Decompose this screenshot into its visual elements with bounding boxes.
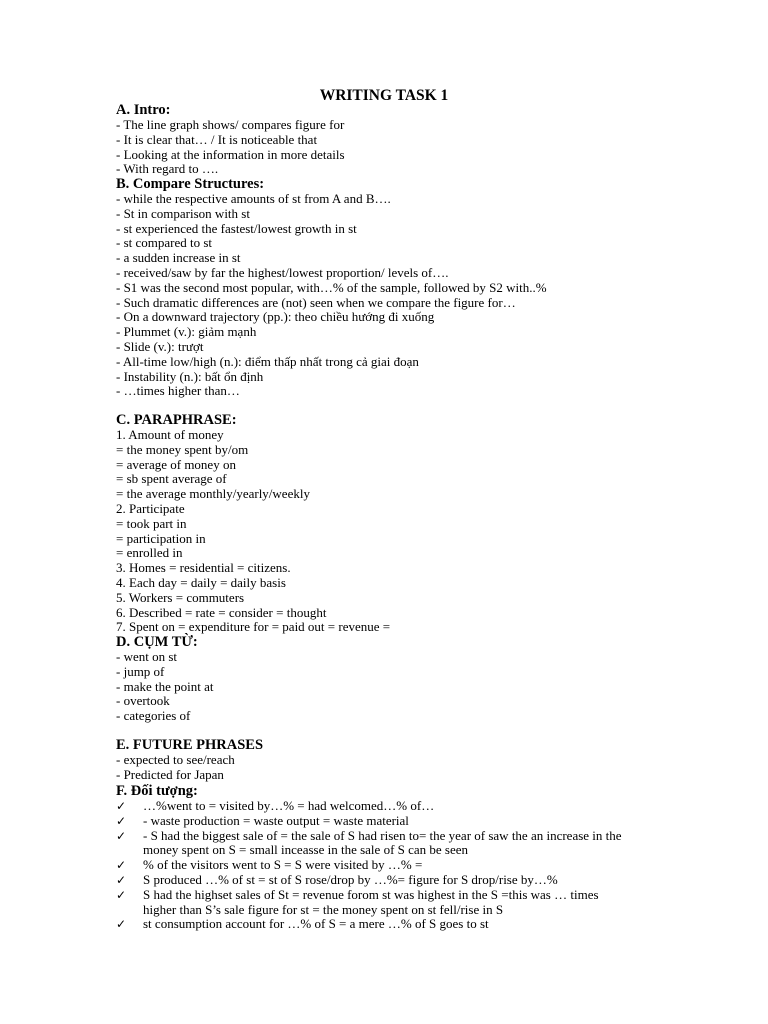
text-line: = the average monthly/yearly/weekly bbox=[116, 486, 310, 502]
text-line: - St in comparison with st bbox=[116, 205, 250, 221]
checklist-text: st consumption account for …% of S = a mere …% of S goes to st bbox=[143, 916, 489, 932]
section-paraphrase bbox=[116, 413, 676, 635]
text-line: - st experienced the fastest/lowest growth in st bbox=[116, 220, 357, 236]
text-line: = sb spent average of bbox=[116, 471, 227, 487]
text-line: - st compared to st bbox=[116, 235, 213, 251]
checklist-item bbox=[116, 829, 696, 844]
check-icon: ✓ bbox=[116, 917, 127, 932]
text-line: - Slide (v.): trượt bbox=[116, 338, 204, 354]
text-line: = participation in bbox=[116, 530, 206, 546]
checklist-continuation bbox=[116, 903, 696, 918]
checklist-continuation bbox=[116, 843, 696, 858]
text-line: - received/saw by far the highest/lowest proportion/ levels of…. bbox=[116, 264, 449, 280]
check-icon: ✓ bbox=[116, 858, 127, 873]
text-line: - Looking at the information in more details bbox=[116, 146, 345, 162]
checklist-item bbox=[116, 858, 696, 873]
checklist-item bbox=[116, 814, 696, 829]
text-line: 1. Amount of money bbox=[116, 427, 224, 442]
text-line: - S1 was the second most popular, with…% of the sample, followed by S2 with..% bbox=[116, 279, 547, 295]
check-icon: ✓ bbox=[116, 799, 127, 813]
checklist-text: higher than S’s sale figure for st = the money spent on st fell/rise in S bbox=[143, 901, 504, 917]
check-icon: ✓ bbox=[116, 828, 127, 843]
text-line: 5. Workers = commuters bbox=[116, 589, 245, 605]
section-heading: B. Compare Structures: bbox=[116, 176, 265, 192]
text-line: - expected to see/reach bbox=[116, 752, 235, 767]
text-line: - Predicted for Japan bbox=[116, 766, 224, 782]
text-line: - jump of bbox=[116, 663, 165, 679]
checklist-text: - S had the biggest sale of = the sale of S had risen to= the year of saw the an increase in the bbox=[143, 827, 622, 843]
checklist-item bbox=[116, 888, 696, 903]
checklist-text: S produced …% of st = st of S rose/drop by …%= figure for S drop/rise by…% bbox=[143, 871, 558, 887]
checklist-item bbox=[116, 799, 696, 814]
section-heading: C. PARAPHRASE: bbox=[116, 412, 237, 428]
text-line: = took part in bbox=[116, 515, 187, 531]
section-heading: E. FUTURE PHRASES bbox=[116, 737, 264, 753]
section-intro bbox=[116, 103, 676, 177]
text-line: 7. Spent on = expenditure for = paid out = revenue = bbox=[116, 619, 391, 635]
text-line: - Plummet (v.): giảm mạnh bbox=[116, 324, 257, 340]
text-line: - With regard to …. bbox=[116, 161, 219, 177]
page-title: WRITING TASK 1 bbox=[319, 87, 449, 104]
checklist-item bbox=[116, 873, 696, 888]
text-line: - The line graph shows/ compares figure for bbox=[116, 117, 345, 132]
text-line: - It is clear that… / It is noticeable that bbox=[116, 131, 318, 147]
section-heading: D. CỤM TỪ: bbox=[116, 634, 198, 650]
text-line: - On a downward trajectory (pp.): theo chiều hướng đi xuống bbox=[116, 309, 435, 325]
section-heading: A. Intro: bbox=[116, 102, 171, 118]
text-line: 3. Homes = residential = citizens. bbox=[116, 560, 291, 576]
checklist-item bbox=[116, 917, 696, 932]
text-line: - categories of bbox=[116, 708, 191, 724]
text-line: = average of money on bbox=[116, 456, 236, 472]
section-future-phrases bbox=[116, 738, 676, 783]
section-compare bbox=[116, 177, 676, 399]
text-line: - a sudden increase in st bbox=[116, 250, 241, 266]
checklist-text: - waste production = waste output = waste material bbox=[143, 812, 409, 828]
section-heading: F. Đối tượng: bbox=[116, 783, 198, 799]
text-line: = the money spent by/om bbox=[116, 441, 249, 457]
checklist-text: % of the visitors went to S = S were visited by …% = bbox=[143, 857, 423, 873]
text-line: 2. Participate bbox=[116, 500, 185, 516]
text-line: - All-time low/high (n.): điểm thấp nhất trong cả giai đoạn bbox=[116, 353, 419, 369]
checklist-text: money spent on S = small inceasse in the sale of S can be seen bbox=[143, 842, 469, 858]
checklist-text: S had the highset sales of St = revenue forom st was highest in the S =this was … times bbox=[143, 886, 599, 902]
check-icon: ✓ bbox=[116, 872, 127, 887]
text-line: - Instability (n.): bất ổn định bbox=[116, 368, 264, 384]
section-phrases bbox=[116, 635, 676, 724]
text-line: - overtook bbox=[116, 693, 170, 709]
text-line: - make the point at bbox=[116, 678, 214, 694]
check-icon: ✓ bbox=[116, 813, 127, 828]
check-icon: ✓ bbox=[116, 887, 127, 902]
text-line: - while the respective amounts of st from A and B…. bbox=[116, 191, 391, 206]
text-line: = enrolled in bbox=[116, 545, 183, 561]
checklist-text: …%went to = visited by…% = had welcomed…% of… bbox=[143, 798, 435, 813]
text-line: 4. Each day = daily = daily basis bbox=[116, 574, 286, 590]
text-line: - Such dramatic differences are (not) seen when we compare the figure for… bbox=[116, 294, 516, 310]
text-line: - went on st bbox=[116, 649, 178, 664]
text-line: 6. Described = rate = consider = thought bbox=[116, 604, 327, 620]
section-subjects bbox=[116, 784, 696, 932]
text-line: - …times higher than… bbox=[116, 383, 240, 399]
